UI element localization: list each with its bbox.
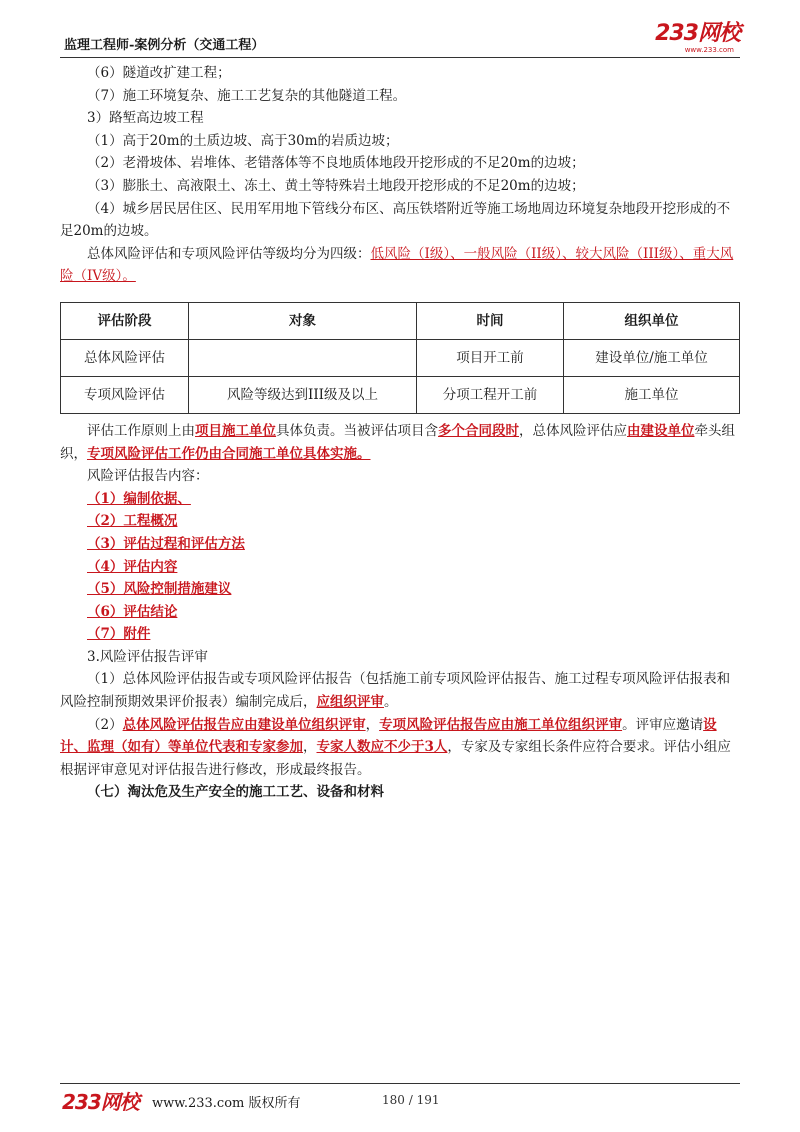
page-footer [60, 1086, 740, 1112]
footer-logo[interactable]: 233网校 [62, 1090, 139, 1114]
page-number: 180 / 191 [382, 1093, 440, 1107]
text-span: 具体负责。当被评估项目含 [276, 422, 438, 439]
highlight-span: 应组织评审 [316, 694, 384, 711]
highlight-span: 由建设单位 [627, 422, 695, 439]
principle-paragraph [60, 420, 740, 465]
text-span: ， [365, 716, 380, 733]
logo-text: 233网校 [655, 21, 740, 46]
text-span: （1）总体风险评估报告或专项风险评估报告（包括施工前专项风险评估报告、施工过程专项风险评估报表和风险控制预期效果评价报表）编制完成后， [60, 671, 731, 711]
page-content [60, 62, 740, 804]
risk-assessment-table [60, 302, 740, 414]
text-span: （2） [87, 716, 123, 733]
report-item: （1）编制依据、 [87, 490, 191, 507]
text-line: （2）老滑坡体、岩堆体、老错落体等不良地质体地段开挖形成的不足20m的边坡； [87, 155, 585, 172]
report-item: （7）附件 [87, 626, 151, 643]
table-cell: 分项工程开工前 [417, 376, 564, 413]
column-header: 评估阶段 [61, 302, 189, 339]
table-cell: 施工单位 [564, 376, 740, 413]
review-paragraph-1 [60, 668, 740, 713]
highlight-span: 多个合同段时 [438, 422, 519, 439]
brand-logo[interactable] [655, 22, 740, 54]
text-span: 。评审应邀请 [622, 716, 704, 733]
report-contents-title: 风险评估报告内容： [87, 468, 209, 485]
table-cell: 建设单位/施工单位 [564, 339, 740, 376]
table-row [61, 339, 740, 376]
column-header: 时间 [417, 302, 564, 339]
table-row [61, 376, 740, 413]
header-divider [60, 57, 740, 58]
review-heading: 3.风险评估报告评审 [87, 648, 208, 665]
text-line: （3）膨胀土、高液限土、冻土、黄土等特殊岩土地段开挖形成的不足20m的边坡； [87, 177, 585, 194]
highlight-span: 专项风险评估工作仍由合同施工单位具体实施。 [87, 445, 371, 462]
document-title: 监理工程师-案例分析（交通工程） [64, 38, 265, 53]
text-span: 评估工作原则上由 [87, 422, 195, 439]
section-heading: （七）淘汰危及生产安全的施工工艺、设备和材料 [87, 784, 384, 801]
table-cell: 总体风险评估 [61, 339, 189, 376]
report-item: （5）风险控制措施建议 [87, 581, 232, 598]
highlight-span: 项目施工单位 [195, 422, 276, 439]
report-item: （2）工程概况 [87, 513, 178, 530]
copyright-text: www.233.com 版权所有 [152, 1096, 301, 1111]
review-paragraph-2 [60, 714, 740, 782]
text-span: ， [303, 739, 317, 756]
text-span: ，专家及专家组长条件应符合要求。评估小组应根据评审意见对评估报告进行修改，形成最终报告。 [60, 739, 731, 778]
highlight-span: 总体风险评估报告应由建设单位组织评审 [122, 716, 366, 733]
table-cell: 风险等级达到III级及以上 [189, 376, 417, 413]
text-line: （6）隧道改扩建工程； [87, 65, 231, 81]
footer-divider [60, 1083, 740, 1084]
text-span: ，总体风险评估应 [519, 422, 627, 439]
column-header: 对象 [189, 302, 417, 339]
text-span: 。 [384, 694, 398, 711]
report-item: （6）评估结论 [87, 603, 178, 620]
logo-url: www.233.com [684, 46, 734, 54]
table-cell: 项目开工前 [417, 339, 564, 376]
text-paragraph: （4）城乡居民居住区、民用军用地下管线分布区、高压铁塔附近等施工场地周边环境复杂地段开挖形成的不足20m的边坡。 [60, 200, 731, 240]
table-header-row [61, 302, 740, 339]
table-cell: 专项风险评估 [61, 376, 189, 413]
column-header: 组织单位 [564, 302, 740, 339]
text-line: （1）高于20m的土质边坡、高于30m的岩质边坡； [87, 132, 399, 149]
page-header [60, 22, 740, 56]
text-span: 牵头组织， [60, 422, 735, 462]
highlight-span: 专项风险评估报告应由施工单位组织评审 [379, 716, 623, 733]
risk-grade-paragraph [60, 243, 740, 288]
text-line: 3）路堑高边坡工程 [87, 110, 204, 127]
report-item: （4）评估内容 [87, 558, 178, 575]
highlight-span: 专家人数应不少于3人 [316, 739, 448, 756]
table-cell [189, 339, 417, 376]
grade-levels: 低风险（I级）、一般风险（II级）、较大风险（III级）、重大风险（IV级）。 [60, 245, 734, 285]
report-item: （3）评估过程和评估方法 [87, 535, 245, 552]
text-line: （7）施工环境复杂、施工工艺复杂的其他隧道工程。 [87, 87, 407, 104]
highlight-span: 设计、监理（如有）等单位代表和专家参加 [60, 716, 717, 756]
grade-prefix: 总体风险评估和专项风险评估等级均分为四级： [87, 245, 371, 262]
